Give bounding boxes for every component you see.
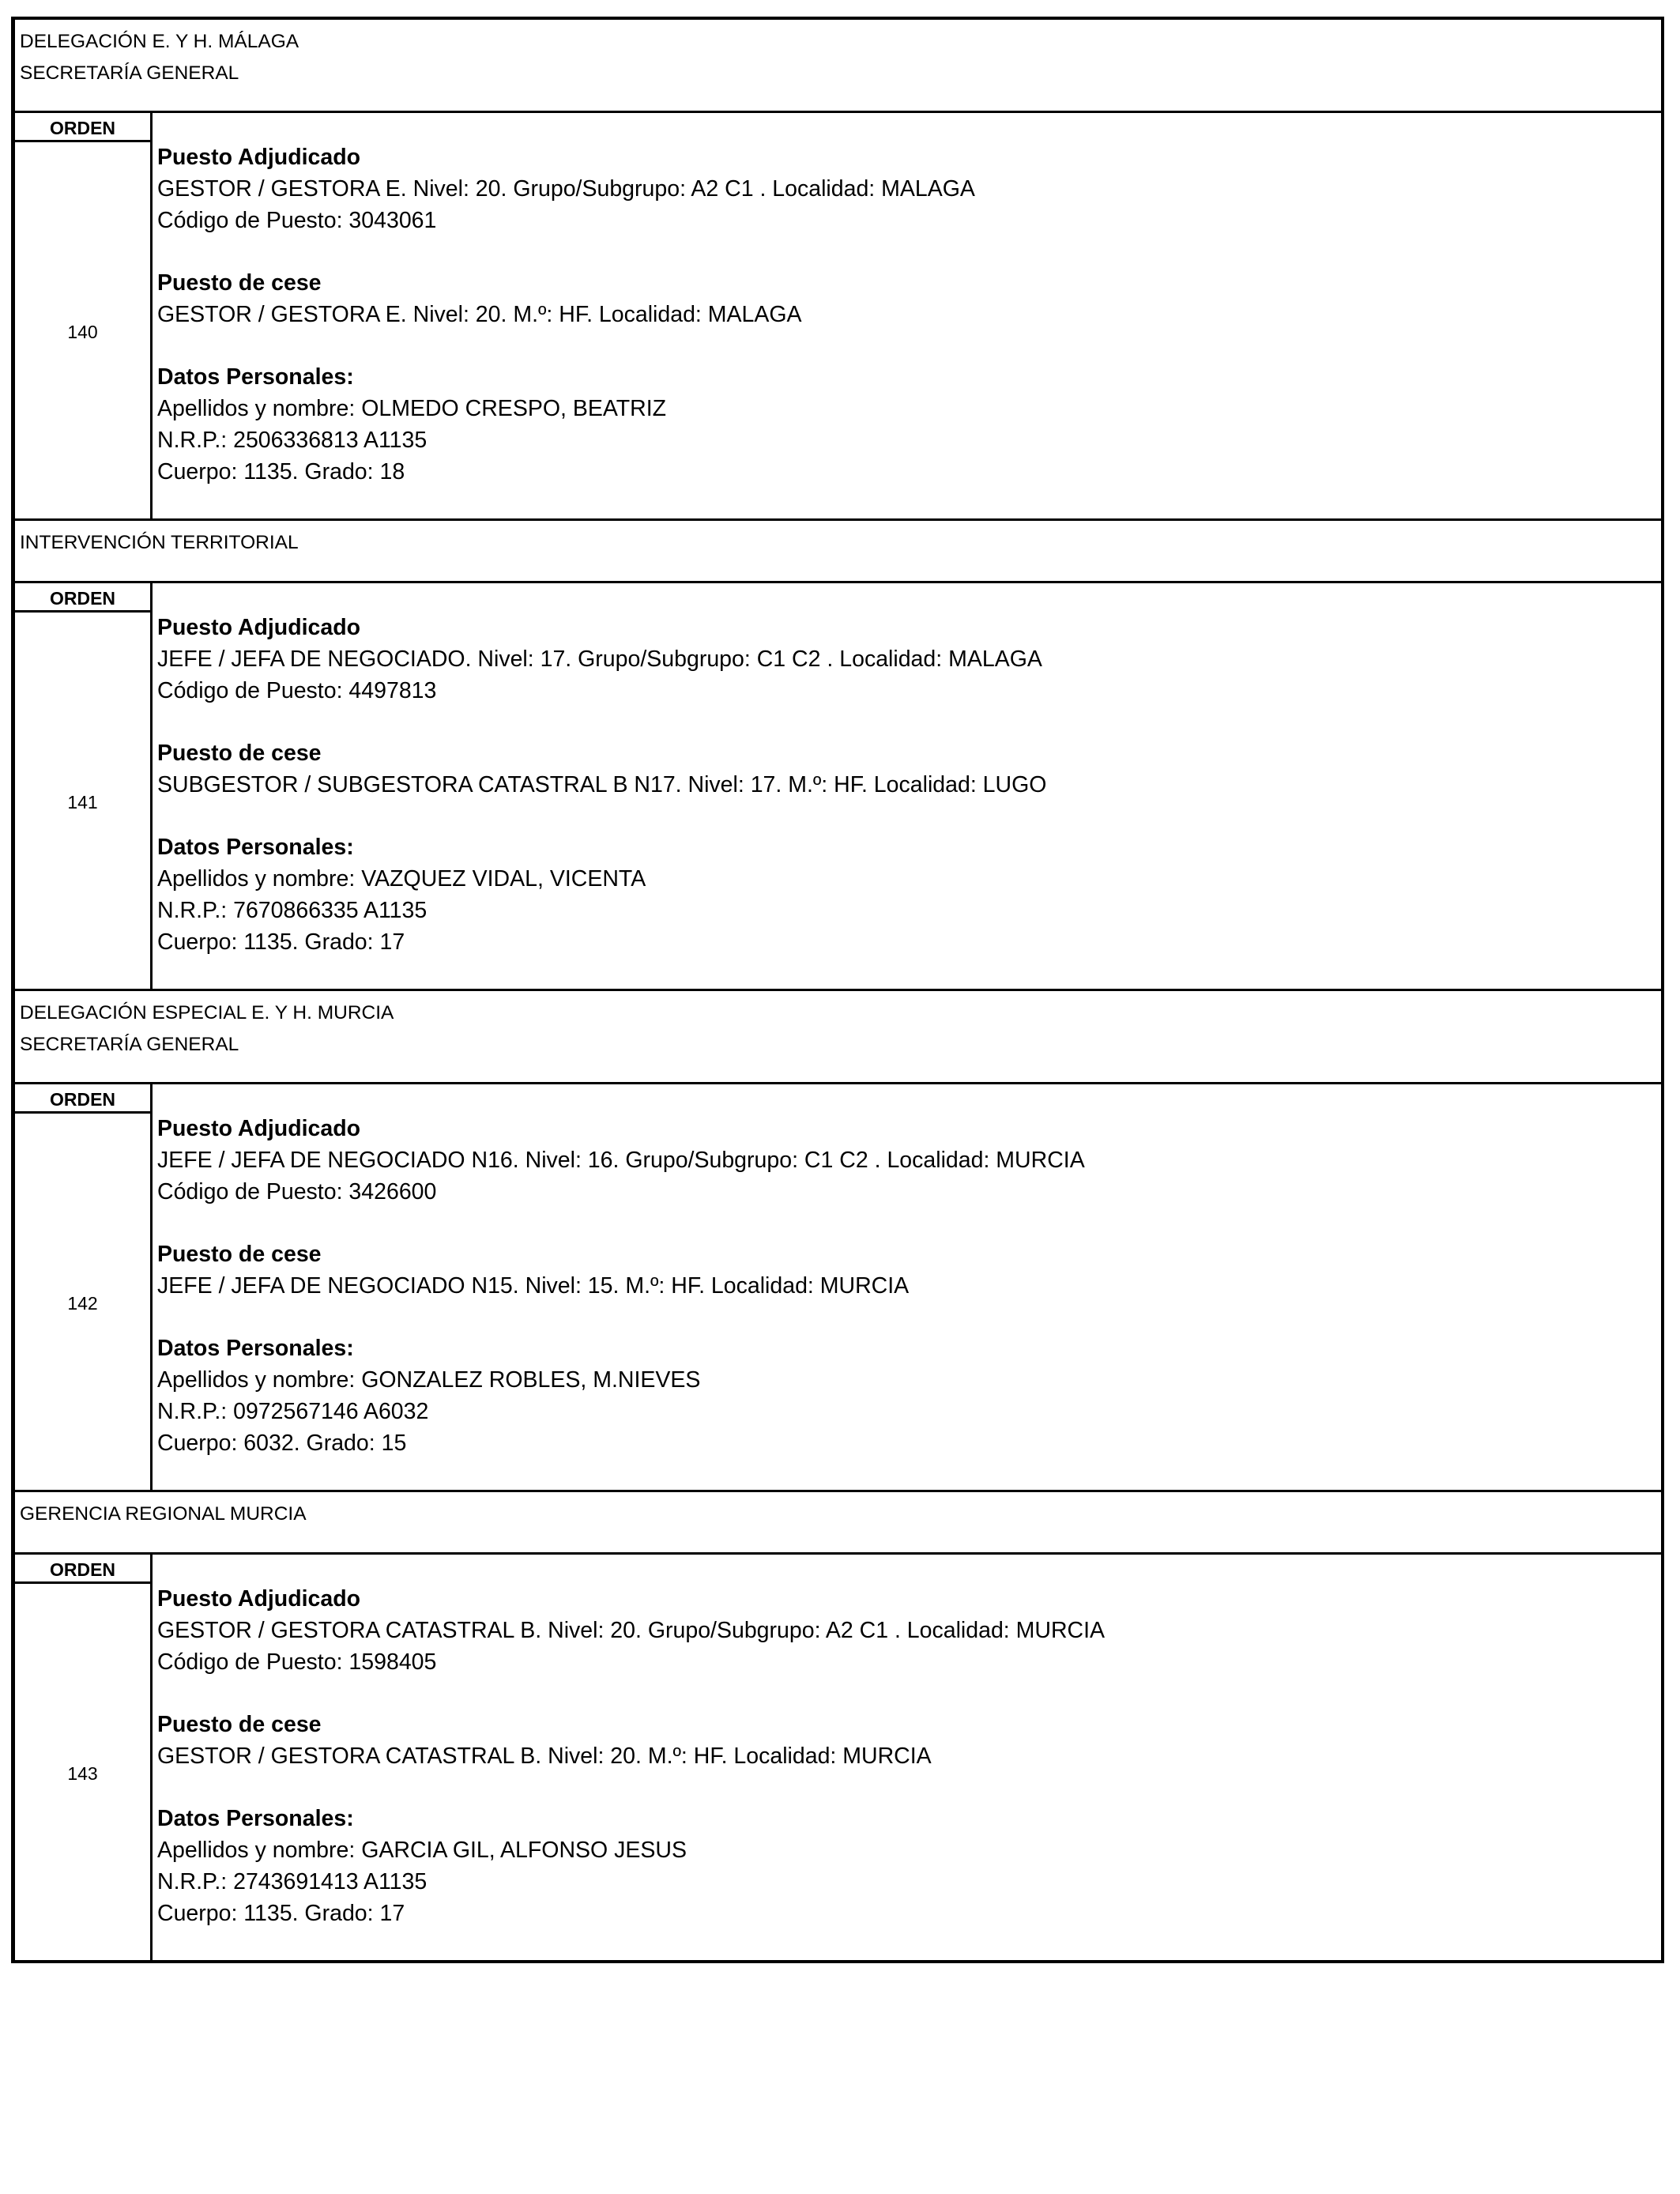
apellidos-nombre: Apellidos y nombre: GONZALEZ ROBLES, M.NIEVES: [157, 1367, 701, 1393]
adjudicado-label: Puesto Adjudicado: [157, 145, 361, 170]
orden-column: [15, 1555, 153, 1960]
orden-number: 142: [67, 1293, 98, 1314]
cuerpo-grado: Cuerpo: 1135. Grado: 17: [157, 1901, 405, 1926]
adjudicado-description: GESTOR / GESTORA E. Nivel: 20. Grupo/Subgrupo: A2 C1 . Localidad: MALAGA: [157, 176, 975, 202]
codigo-puesto: Código de Puesto: 1598405: [157, 1649, 437, 1675]
datos-label: Datos Personales:: [157, 364, 354, 390]
entry-row: [15, 1084, 1661, 1492]
orden-label: ORDEN: [15, 1555, 150, 1584]
cese-label: Puesto de cese: [157, 1712, 322, 1737]
entry-row: [15, 583, 1661, 991]
adjudicado-description: JEFE / JEFA DE NEGOCIADO. Nivel: 17. Grupo/Subgrupo: C1 C2 . Localidad: MALAGA: [157, 647, 1042, 672]
entry-details: [153, 113, 1661, 518]
entry-details: [153, 1084, 1661, 1490]
orden-number: 141: [67, 792, 98, 812]
orden-column: [15, 1084, 153, 1490]
cese-label: Puesto de cese: [157, 270, 322, 296]
apellidos-nombre: Apellidos y nombre: OLMEDO CRESPO, BEATRIZ: [157, 396, 667, 421]
adjudicado-label: Puesto Adjudicado: [157, 1586, 361, 1612]
orden-label: ORDEN: [15, 1084, 150, 1114]
orden-label: ORDEN: [15, 583, 150, 613]
nrp: N.R.P.: 2506336813 A1135: [157, 428, 428, 453]
section-header: [15, 20, 1661, 113]
orden-number: 140: [67, 322, 98, 342]
entry-details: [153, 583, 1661, 989]
nrp: N.R.P.: 0972567146 A6032: [157, 1399, 429, 1424]
cese-description: JEFE / JEFA DE NEGOCIADO N15. Nivel: 15. M.º: HF. Localidad: MURCIA: [157, 1273, 910, 1299]
datos-label: Datos Personales:: [157, 1336, 354, 1361]
nrp: N.R.P.: 2743691413 A1135: [157, 1869, 428, 1894]
section-office: INTERVENCIÓN TERRITORIAL: [20, 532, 299, 553]
apellidos-nombre: Apellidos y nombre: GARCIA GIL, ALFONSO JESUS: [157, 1838, 687, 1863]
codigo-puesto: Código de Puesto: 3043061: [157, 208, 437, 233]
adjudicado-description: JEFE / JEFA DE NEGOCIADO N16. Nivel: 16. Grupo/Subgrupo: C1 C2 . Localidad: MURCIA: [157, 1148, 1085, 1173]
section-office: DELEGACIÓN ESPECIAL E. Y H. MURCIA: [20, 1002, 394, 1023]
orden-column: [15, 113, 153, 518]
document-table: [11, 17, 1664, 1963]
adjudicado-label: Puesto Adjudicado: [157, 1116, 361, 1141]
cuerpo-grado: Cuerpo: 1135. Grado: 18: [157, 459, 405, 484]
orden-number: 143: [67, 1763, 98, 1784]
entry-details: [153, 1555, 1661, 1960]
datos-label: Datos Personales:: [157, 835, 354, 860]
cese-label: Puesto de cese: [157, 1242, 322, 1267]
codigo-puesto: Código de Puesto: 3426600: [157, 1179, 437, 1204]
entry-row: [15, 1555, 1661, 1960]
section-office: DELEGACIÓN E. Y H. MÁLAGA: [20, 31, 299, 52]
cese-label: Puesto de cese: [157, 741, 322, 766]
section-header: [15, 991, 1661, 1084]
section-department: SECRETARÍA GENERAL: [20, 1034, 239, 1055]
cuerpo-grado: Cuerpo: 6032. Grado: 15: [157, 1431, 407, 1456]
codigo-puesto: Código de Puesto: 4497813: [157, 678, 437, 703]
section-department: SECRETARÍA GENERAL: [20, 62, 239, 84]
apellidos-nombre: Apellidos y nombre: VAZQUEZ VIDAL, VICENTA: [157, 866, 646, 892]
section-header: [15, 1492, 1661, 1555]
orden-label: ORDEN: [15, 113, 150, 142]
datos-label: Datos Personales:: [157, 1806, 354, 1831]
cese-description: GESTOR / GESTORA CATASTRAL B. Nivel: 20. M.º: HF. Localidad: MURCIA: [157, 1744, 932, 1769]
orden-column: [15, 583, 153, 989]
entry-row: [15, 113, 1661, 521]
section-header: [15, 521, 1661, 583]
cuerpo-grado: Cuerpo: 1135. Grado: 17: [157, 929, 405, 955]
cese-description: GESTOR / GESTORA E. Nivel: 20. M.º: HF. Localidad: MALAGA: [157, 302, 802, 327]
section-office: GERENCIA REGIONAL MURCIA: [20, 1503, 307, 1525]
nrp: N.R.P.: 7670866335 A1135: [157, 898, 428, 923]
adjudicado-description: GESTOR / GESTORA CATASTRAL B. Nivel: 20. Grupo/Subgrupo: A2 C1 . Localidad: MURCIA: [157, 1618, 1106, 1643]
cese-description: SUBGESTOR / SUBGESTORA CATASTRAL B N17. Nivel: 17. M.º: HF. Localidad: LUGO: [157, 772, 1047, 797]
adjudicado-label: Puesto Adjudicado: [157, 615, 361, 640]
